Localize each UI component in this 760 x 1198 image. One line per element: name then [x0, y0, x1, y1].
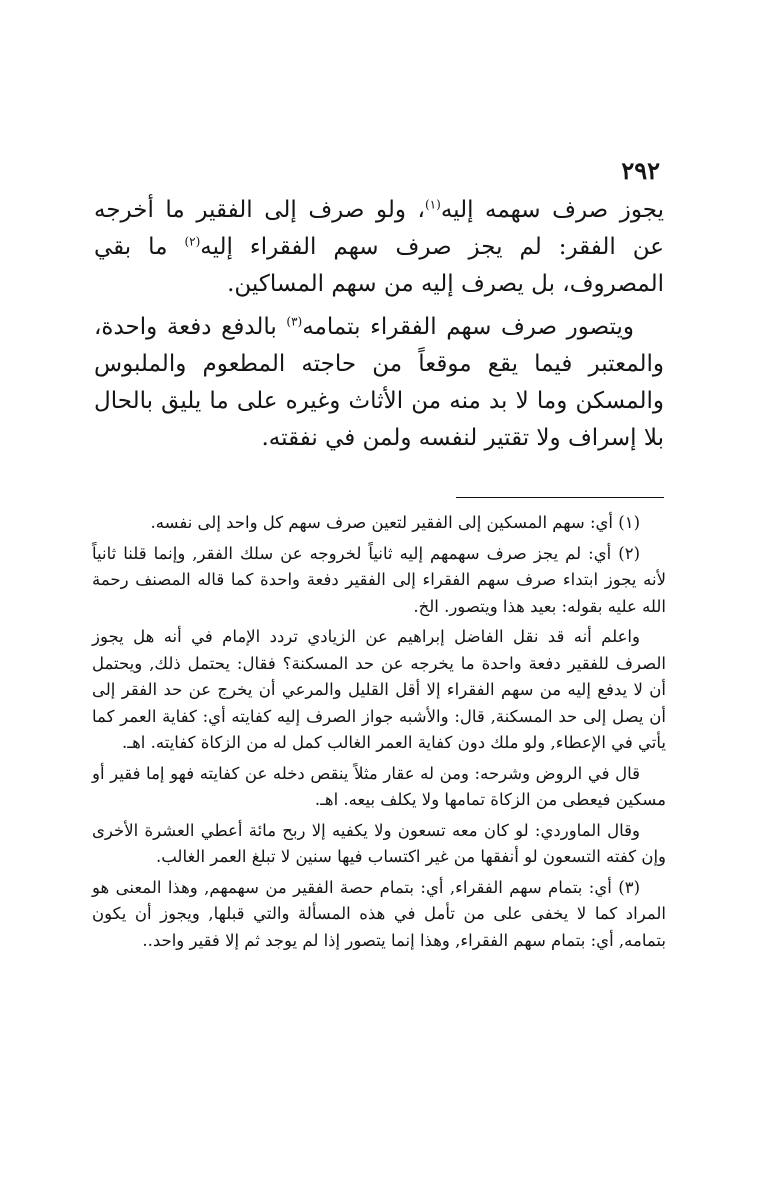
- footnotes: [92, 510, 666, 958]
- main-paragraph-2-text-a: ويتصور صرف سهم الفقراء بتمامه: [302, 314, 634, 340]
- main-paragraph-2: [94, 309, 664, 457]
- footnote-ref-1: (١): [424, 197, 441, 212]
- main-paragraph-1-text-b: ، ولو صرف إلى الفقير ما أخرجه عن الفقر: لم يجز صرف سهم الفقراء إليه: [94, 197, 664, 260]
- footnote-separator: [456, 497, 664, 498]
- page-number: ٢٩٢: [621, 156, 660, 185]
- footnote-2-continuation-3: وقال الماوردي: لو كان معه تسعون ولا يكفيه إلا ربح مائة أعطي العشرة الأخرى وإن كفته التسعون لو أنفقها من غير اكتساب فيها سنين لا تبلغ العمر الغالب.: [92, 820, 666, 866]
- footnote-ref-3: (٣): [286, 314, 303, 329]
- main-paragraph-1-text-c: ما بقي المصروف، بل يصرف إليه من سهم المساكين.: [94, 234, 664, 297]
- footnote-2-continuation-1: واعلم أنه قد نقل الفاضل إبراهيم عن الزيادي تردد الإمام في أنه هل يجوز الصرف للفقير دفعة واحدة ما يخرجه عن حد المسكنة؟ فقال: يحتمل ذلك, ويحتمل أن لا يدفع إليه من سهم الفقراء إلا أقل القليل والمرعي أن يخرج عن حد الفقر إلى أن يصل إلى حد المسكنة, قال: والأشبه جواز الصرف إليه كفايته أي: كفاية العمر كما يأتي في الإعطاء, ولو ملك دون كفاية العمر الغالب كمل له من الزكاة كفايته. اهـ.: [92, 627, 666, 752]
- main-text: [94, 192, 664, 463]
- footnote-1: (١) أي: سهم المسكين إلى الفقير لتعين صرف سهم كل واحد إلى نفسه.: [150, 513, 640, 532]
- footnote-2-continuation-2: قال في الروض وشرحه: ومن له عقار مثلاً ينقص دخله عن كفايته فهو إما فقير أو مسكين فيعطى من الزكاة تمامها ولا يكلف بيعه. اهـ.: [92, 763, 666, 809]
- main-paragraph-1-text-a: يجوز صرف سهمه إليه: [440, 197, 665, 223]
- footnote-ref-2: (٢): [184, 234, 201, 249]
- footnote-2: (٢) أي: لم يجز صرف سهمهم إليه ثانياً لخروجه عن سلك الفقر, وإنما قلنا ثانياً لأنه يجوز ابتداء صرف سهم الفقراء إلى الفقير دفعة واحدة كما قاله المصنف رحمة الله عليه بقوله: بعيد هذا ويتصور. الخ.: [92, 543, 666, 616]
- footnote-3: (٣) أي: بتمام سهم الفقراء, أي: بتمام حصة الفقير من سهمهم, وهذا المعنى هو المراد كما لا يخفى على من تأمل في هذه المسألة والتي قبلها, ويجوز أن يكون بتمامه, أي: بتمام سهم الفقراء, وهذا إنما يتصور إذا لم يوجد ثم إلا فقير واحد..: [92, 877, 666, 950]
- main-paragraph-2-text-b: بالدفع دفعة واحدة، والمعتبر فيما يقع موقعاً من حاجته المطعوم والملبوس والمسكن وما لا بد منه من الأثاث وغيره على ما يليق بالحال بلا إسراف ولا تقتير لنفسه ولمن في نفقته.: [94, 314, 664, 451]
- main-paragraph-1: [94, 192, 664, 303]
